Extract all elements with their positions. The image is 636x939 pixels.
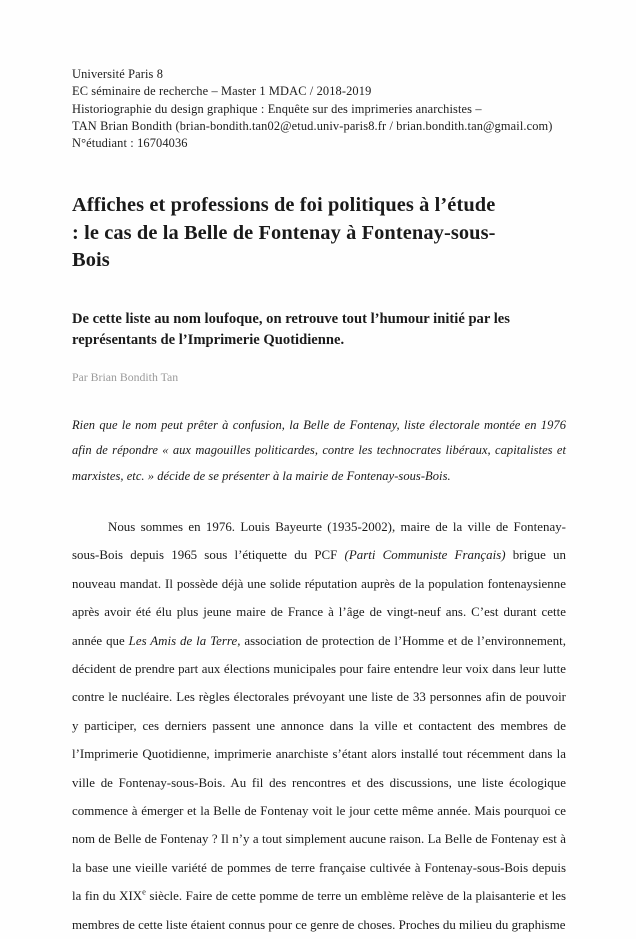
byline: Par Brian Bondith Tan: [72, 369, 179, 384]
header-line-university: Université Paris 8: [72, 67, 164, 81]
header-line-author-contact: TAN Brian Bondith (brian-bondith.tan02@etud.univ-paris8.fr / brian.bondith.tan@gmail.com): [72, 118, 553, 133]
body-paragraph: Nous sommes en 1976. Louis Bayeurte (1935-2002), maire de la ville de Fontenay-sous-Bois depuis 1965 sous l’étiquette du PCF (Parti Communiste Français) brigue un nouveau mandat. Il possède déjà une solide réputation auprès de la population fontenaysienne après avoir été élu plus jeune maire de France à l’âge de vingt-neuf ans. C’est durant cette année que Les Amis de la Terre, association de protection de l’Homme et de l’environnement, décident de prendre part aux élections municipales pour faire entendre leur voix dans leur lutte contre le nucléaire. Les règles électorales prévoyant une liste de 33 personnes afin de pouvoir y participer, ces derniers passent une annonce dans la ville et contactent des membres de l’Imprimerie Quotidienne, imprimerie anarchiste s’étant alors installé tout récemment dans la ville de Fontenay-sous-Bois. Au fil des rencontres et des discussions, une liste écologique commence à émerger et la Belle de Fontenay voit le jour cette même année. Mais pourquoi ce nom de Belle de Fontenay ? Il n’y a tout simplement aucune raison. La Belle de Fontenay est à la base une vieille variété de pommes de terre française cultivée à Fontenay-sous-Bois depuis la fin du XIXe siècle. Faire de cette pomme de terre un emblème relève de la plaisanterie et les membres de cette liste étaient connus pour ce genre de choses. Proches du milieu du graphisme: [72, 519, 566, 932]
header-line-course: Historiographie du design graphique : Enquête sur des imprimeries anarchistes –: [72, 101, 482, 116]
document-subtitle: De cette liste au nom loufoque, on retrouve tout l’humour initié par les représentants de l’Imprimerie Quotidienne.: [72, 310, 510, 349]
page-title: Affiches et professions de foi politiques à l’étude : le cas de la Belle de Fontenay à Fontenay-sous-Bois: [72, 194, 496, 272]
document-header-block: [72, 66, 566, 152]
lead-paragraph: Rien que le nom peut prêter à confusion, la Belle de Fontenay, liste électorale montée en 1976 afin de répondre « aux magouilles politicardes, contre les technocrates libéraux, capitalistes et marxistes, etc. » décide de se présenter à la mairie de Fontenay-sous-Bois.: [72, 417, 566, 483]
header-line-student-number: N°étudiant : 16704036: [72, 136, 188, 151]
header-line-seminar: EC séminaire de recherche – Master 1 MDAC / 2018-2019: [72, 84, 372, 99]
